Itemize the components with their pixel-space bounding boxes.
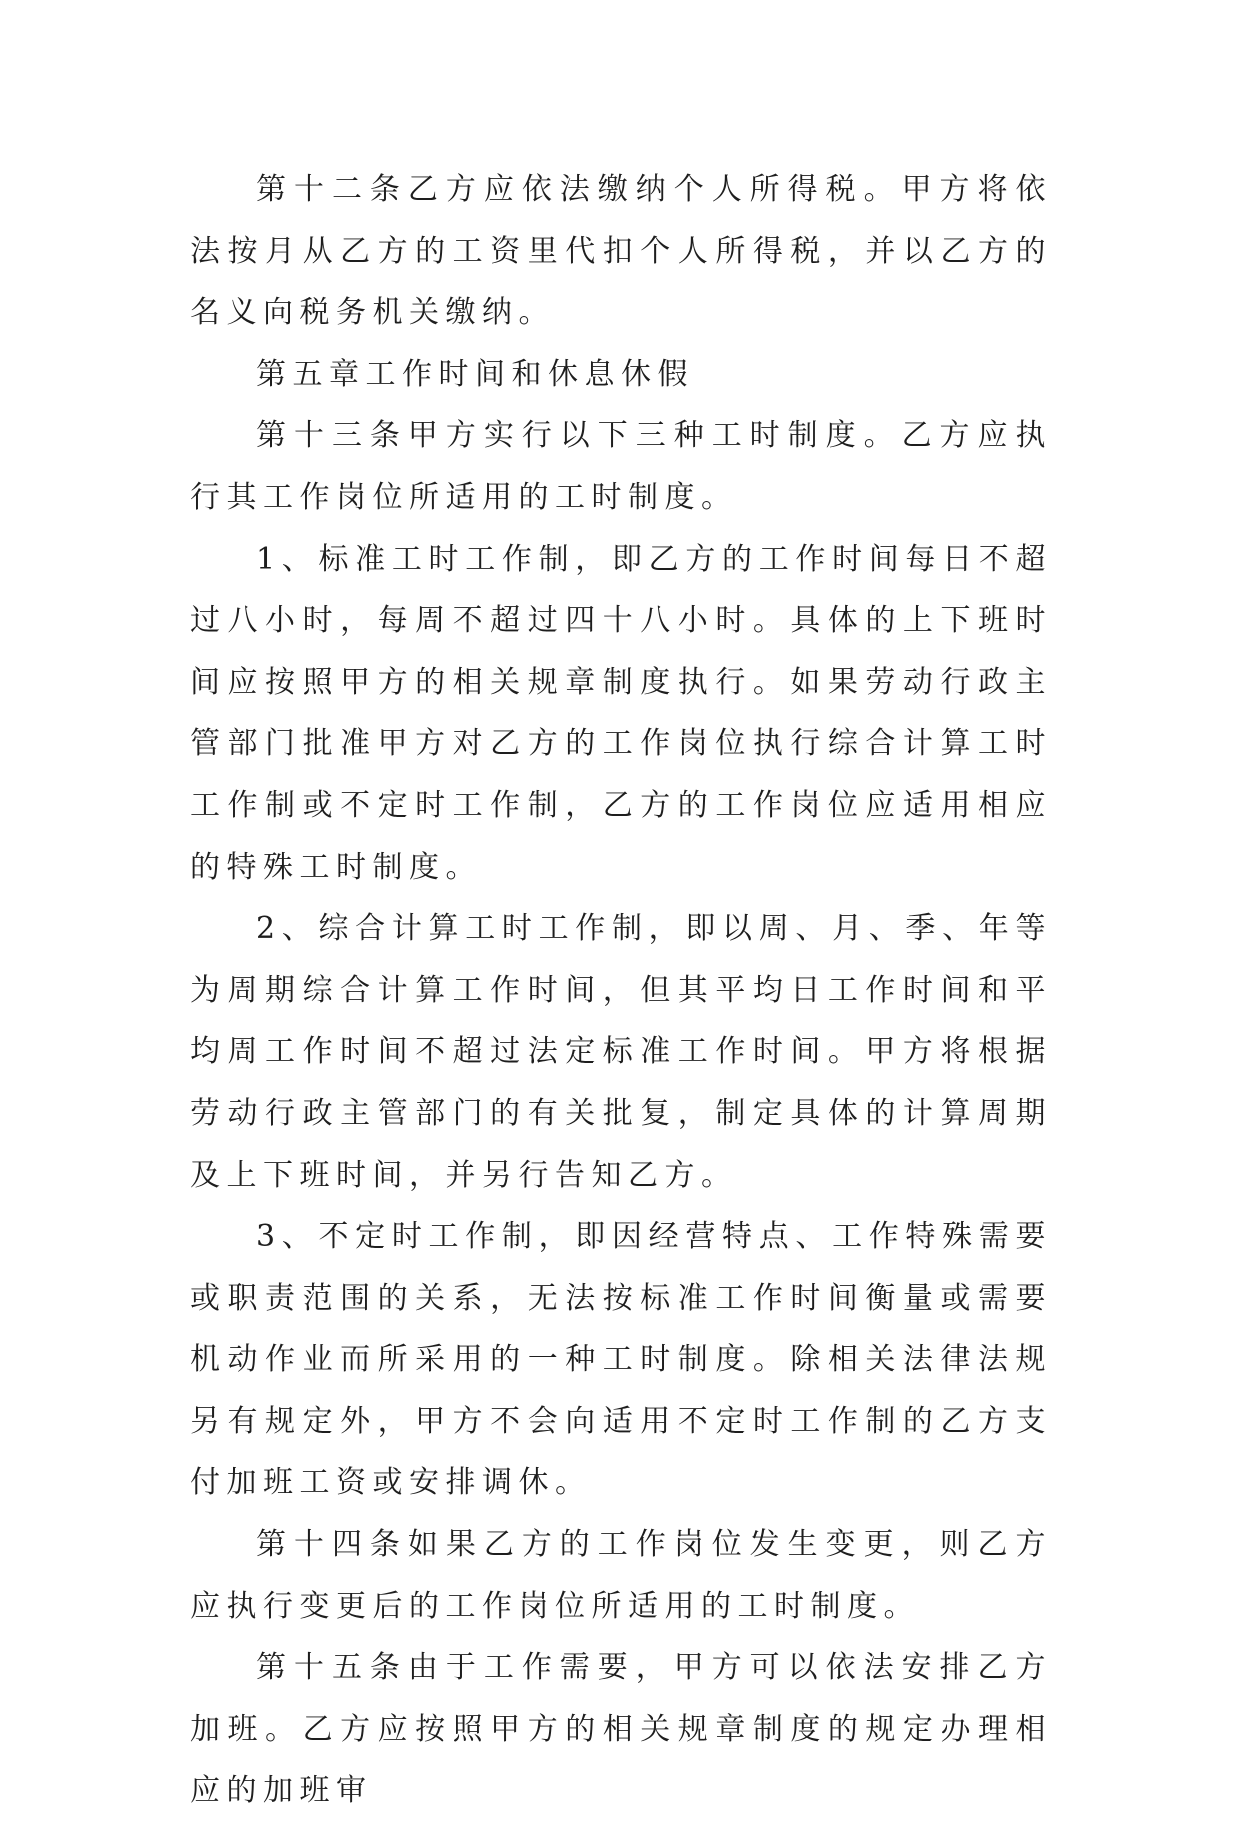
paragraph-standard-hours: 1、标准工时工作制，即乙方的工作时间每日不超过八小时，每周不超过四十八小时。具体的上下班时间应按照甲方的相关规章制度执行。如果劳动行政主管部门批准甲方对乙方的工作岗位执行综合计算工时工作制或不定时工作制，乙方的工作岗位应适用相应的特殊工时制度。 — [190, 541, 1052, 885]
paragraph-flexible-hours: 3、不定时工作制，即因经营特点、工作特殊需要或职责范围的关系，无法按标准工作时间衡量或需要机动作业而所采用的一种工时制度。除相关法律法规另有规定外，甲方不会向适用不定时工作制的乙方支付加班工资或安排调休。 — [190, 1219, 1052, 1501]
paragraph-article-13-work-hour-systems: 第十三条甲方实行以下三种工时制度。乙方应执行其工作岗位所适用的工时制度。 — [190, 418, 1052, 515]
paragraph-article-14-position-change: 第十四条如果乙方的工作岗位发生变更，则乙方应执行变更后的工作岗位所适用的工时制度。 — [190, 1527, 1052, 1624]
paragraph-comprehensive-hours: 2、综合计算工时工作制，即以周、月、季、年等为周期综合计算工作时间，但其平均日工作时间和平均周工作时间不超过法定标准工作时间。甲方将根据劳动行政主管部门的有关批复，制定具体的计算周期及上下班时间，并另行告知乙方。 — [190, 911, 1052, 1193]
paragraph-article-15-overtime: 第十五条由于工作需要，甲方可以依法安排乙方加班。乙方应按照甲方的相关规章制度的规定办理相应的加班审 — [190, 1650, 1052, 1809]
chapter-heading-working-hours: 第五章工作时间和休息休假 — [256, 356, 694, 392]
paragraph-article-12-income-tax: 第十二条乙方应依法缴纳个人所得税。甲方将依法按月从乙方的工资里代扣个人所得税，并以乙方的名义向税务机关缴纳。 — [190, 172, 1052, 331]
document-body — [190, 159, 1052, 1822]
